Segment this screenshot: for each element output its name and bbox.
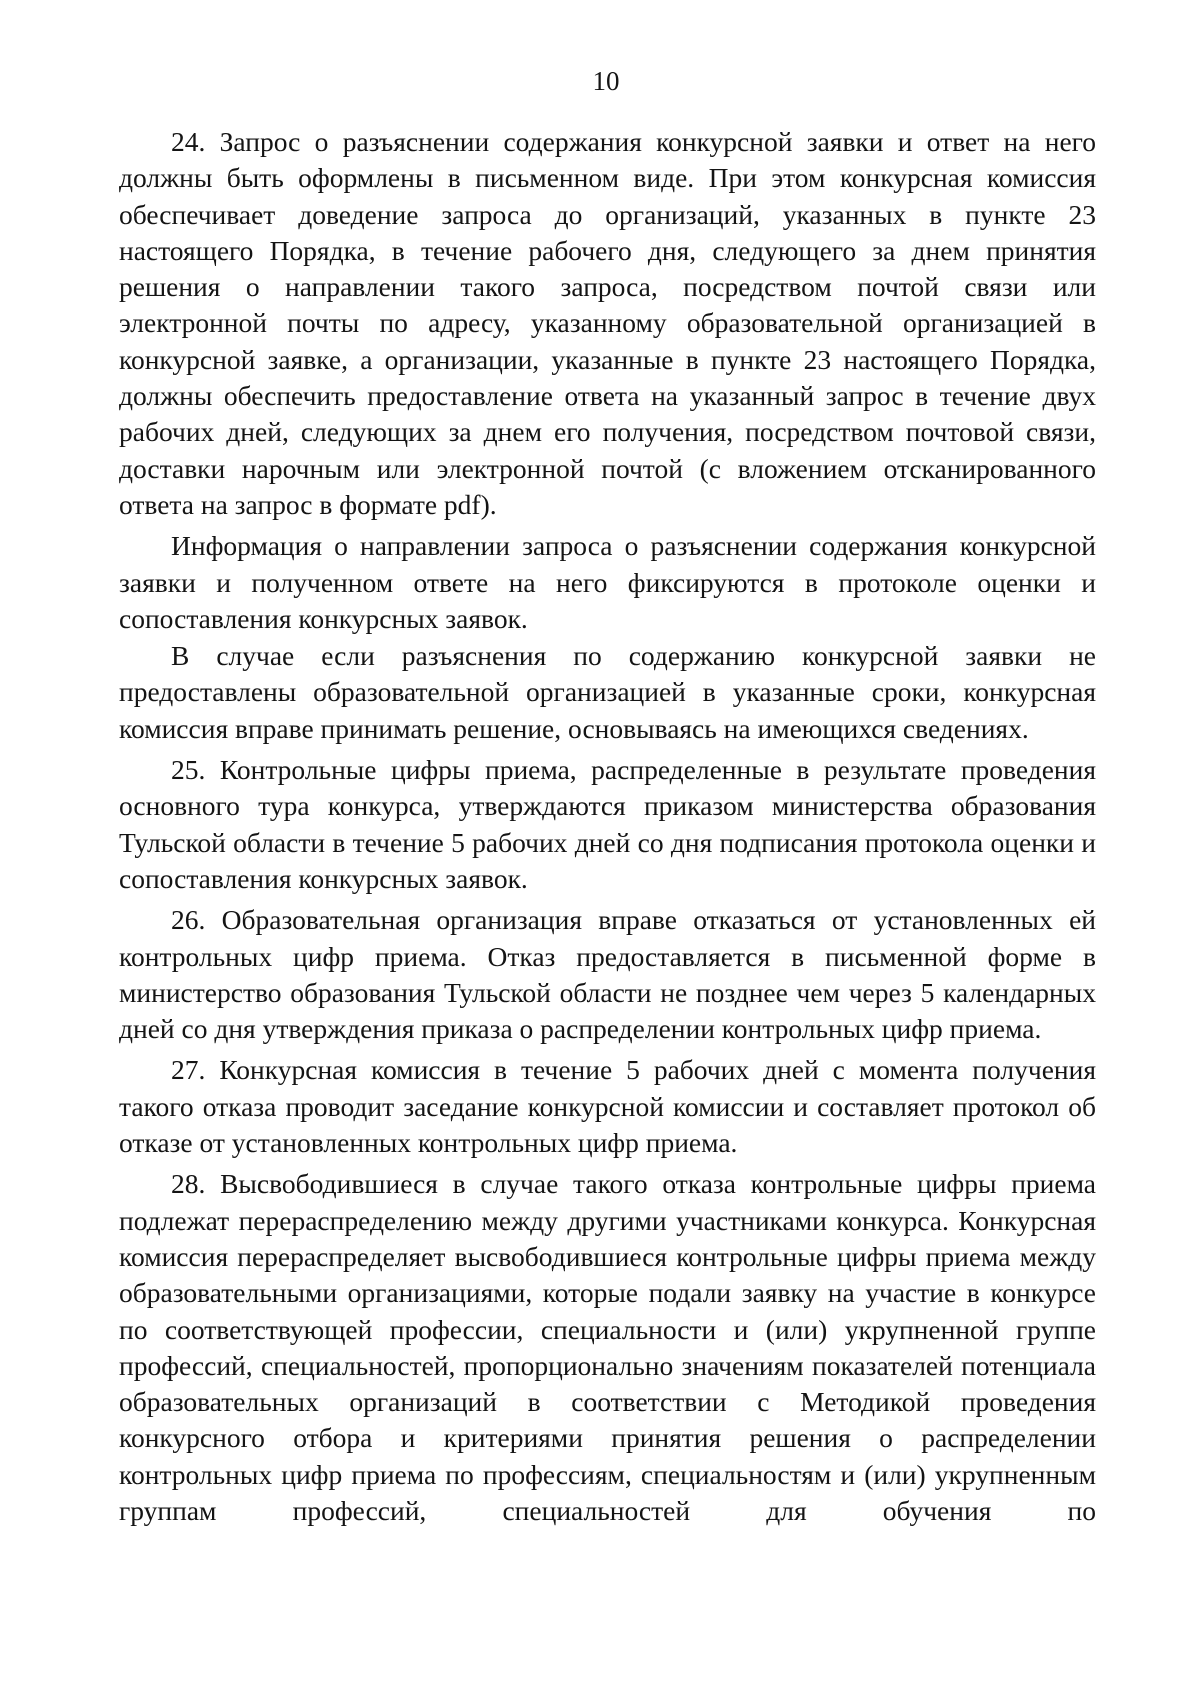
paragraph-item-27: 27. Конкурсная комиссия в течение 5 рабочих дней с момента получения такого отказа проводит заседание конкурсной комиссии и составляет протокол об отказе от установленных контрольных цифр приема. (119, 1054, 1096, 1159)
paragraph-item-26: 26. Образовательная организация вправе отказаться от установленных ей контрольных цифр приема. Отказ предоставляется в письменной форме в министерство образования Тульской области не позднее чем через 5 календарных дней со дня утверждения приказа о распределении контрольных цифр приема. (119, 904, 1096, 1045)
paragraph-item-25: 25. Контрольные цифры приема, распределенные в результате проведения основного тура конкурса, утверждаются приказом министерства образования Тульской области в течение 5 рабочих дней со дня подписания протокола оценки и сопоставления конкурсных заявок. (119, 754, 1096, 894)
paragraph-no-clarification: В случае если разъяснения по содержанию конкурсной заявки не предоставлены образовательной организацией в указанные сроки, конкурсная комиссия вправе принимать решение, основываясь на имеющихся сведениях. (119, 640, 1096, 744)
paragraph-request-info: Информация о направлении запроса о разъяснении содержания конкурсной заявки и полученном ответе на него фиксируются в протоколе оценки и сопоставления конкурсных заявок. (119, 530, 1096, 634)
paragraph-item-28: 28. Высвободившиеся в случае такого отказа контрольные цифры приема подлежат перераспределению между другими участниками конкурса. Конкурсная комиссия перераспределяет высвободившиеся контрольные цифры приема между образовательными организациями, которые подали заявку на участие в конкурсе по соответствующей профессии, специальности и (или) укрупненной группе профессий, специальностей, пропорционально значениям показателей потенциала образовательных организаций в соответствии с Методикой проведения конкурсного отбора и критериями принятия решения о распределении контрольных цифр приема по профессиям, специальностям и (или) укрупненным группам профессий, специальностей для обучения по (119, 1168, 1096, 1526)
document-body (119, 124, 1096, 1529)
paragraph-item-24: 24. Запрос о разъяснении содержания конкурсной заявки и ответ на него должны быть оформлены в письменном виде. При этом конкурсная комиссия обеспечивает доведение запроса до организаций, указанных в пункте 23 настоящего Порядка, в течение рабочего дня, следующего за днем принятия решения о направлении такого запроса, посредством почтой связи или электронной почты по адресу, указанному образовательной организацией в конкурсной заявке, а организации, указанные в пункте 23 настоящего Порядка, должны обеспечить предоставление ответа на указанный запрос в течение двух рабочих дней, следующих за днем его получения, посредством почтовой связи, доставки нарочным или электронной почтой (с вложением отсканированного ответа на запрос в формате pdf). (119, 126, 1096, 520)
page-number: 10 (592, 66, 620, 96)
